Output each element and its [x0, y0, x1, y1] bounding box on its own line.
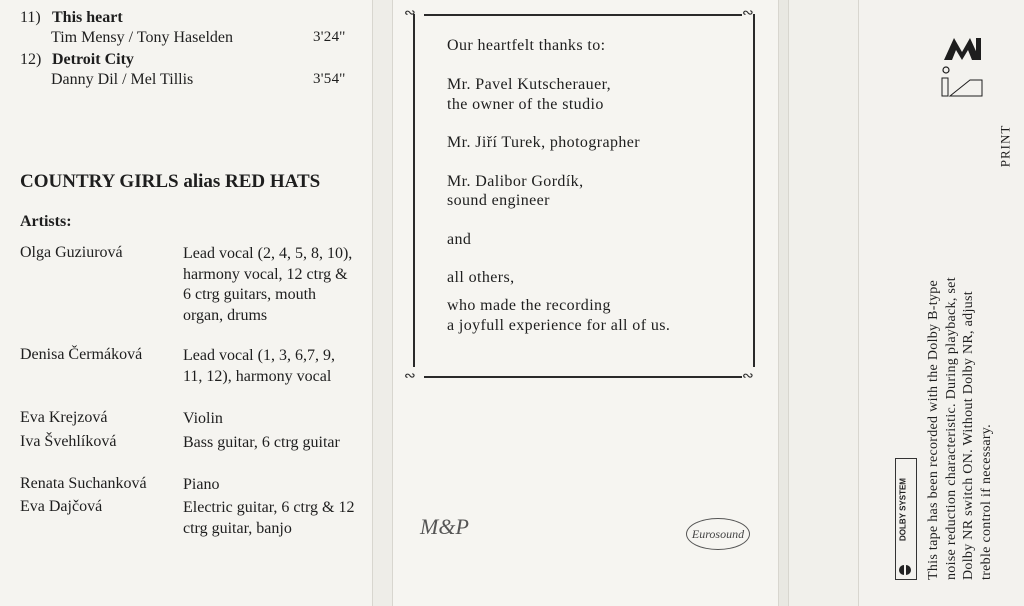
dolby-double-d-icon: [899, 565, 911, 575]
thanks-line: Mr. Dalibor Gordík,: [447, 173, 584, 190]
fold-line: [392, 0, 393, 606]
thanks-line: Mr. Jiří Turek, photographer: [447, 134, 640, 151]
mp-logo: M&P: [420, 514, 469, 539]
band-title: COUNTRY GIRLS alias RED HATS: [20, 171, 321, 192]
spine-panel: [788, 0, 858, 606]
track-number: 11): [20, 9, 41, 26]
track-credits: Tim Mensy / Tony Haselden: [51, 29, 233, 46]
artist-role: Lead vocal (2, 4, 5, 8, 10), harmony vocal, 12 ctrg & 6 ctrg guitars, mouth organ, drums: [183, 245, 353, 324]
thanks-intro: Our heartfelt thanks to:: [447, 37, 606, 54]
track-title: This heart: [52, 9, 123, 26]
track-number: 12): [20, 51, 42, 68]
frame-curl-icon: ∾: [404, 6, 416, 21]
label-logo-icon: [940, 30, 990, 100]
spine-flap-2: [778, 0, 788, 606]
eurosound-logo: [686, 518, 750, 550]
frame-top-rule: [424, 14, 742, 16]
dolby-note: [925, 220, 995, 580]
frame-bottom-rule: [424, 376, 742, 378]
artist-role: Violin: [183, 410, 223, 427]
dolby-note-line: Dolby NR switch ON. Without Dolby NR, adjust: [961, 291, 976, 580]
thanks-line: the owner of the studio: [447, 96, 604, 113]
dolby-note-line: noise reduction characteristic. During playback, set: [943, 277, 959, 580]
artist-role: Piano: [183, 476, 220, 493]
fold-line: [778, 0, 779, 606]
dolby-note-line: treble control if necessary.: [978, 424, 994, 580]
track-credits: Danny Dil / Mel Tillis: [51, 71, 194, 88]
artist-role: Lead vocal (1, 3, 6,7, 9, 11, 12), harmony vocal: [183, 347, 335, 385]
spine-flap-1: [372, 0, 392, 606]
thanks-line: who made the recording: [447, 297, 611, 314]
dolby-note-line: This tape has been recorded with the Dolby B-type: [926, 279, 941, 580]
artist-name: Renata Suchanková: [20, 475, 147, 492]
thanks-line: and: [447, 231, 472, 248]
eurosound-logo-text: Eurosound: [691, 526, 745, 541]
fold-line: [788, 0, 789, 606]
thanks-line: sound engineer: [447, 192, 550, 209]
track-title: Detroit City: [52, 51, 134, 68]
thanks-line: all others,: [447, 269, 515, 286]
thanks-line: Mr. Pavel Kutscherauer,: [447, 76, 612, 93]
artist-name: Iva Švehlíková: [20, 433, 117, 450]
print-label: PRINT: [997, 124, 1013, 168]
artist-name: Eva Dajčová: [20, 498, 103, 515]
artist-name: Denisa Čermáková: [20, 346, 143, 363]
artist-role: Bass guitar, 6 ctrg guitar: [183, 434, 340, 451]
thanks-line: a joyfull experience for all of us.: [447, 317, 671, 334]
artist-name: Eva Krejzová: [20, 409, 108, 426]
artists-heading: Artists:: [20, 213, 72, 230]
artist-role: Electric guitar, 6 ctrg & 12 ctrg guitar, banjo: [183, 499, 355, 537]
fold-line: [372, 0, 373, 606]
frame-curl-icon: ∾: [404, 369, 416, 384]
frame-curl-icon: ∾: [742, 6, 754, 21]
track-duration: 3'24'': [313, 29, 346, 45]
fold-line: [858, 0, 859, 606]
dolby-badge: [895, 458, 917, 580]
dolby-label: DOLBY SYSTEM: [898, 478, 908, 541]
artist-name: Olga Guziurová: [20, 244, 123, 261]
frame-curl-icon: ∾: [742, 369, 754, 384]
track-duration: 3'54'': [313, 71, 346, 87]
